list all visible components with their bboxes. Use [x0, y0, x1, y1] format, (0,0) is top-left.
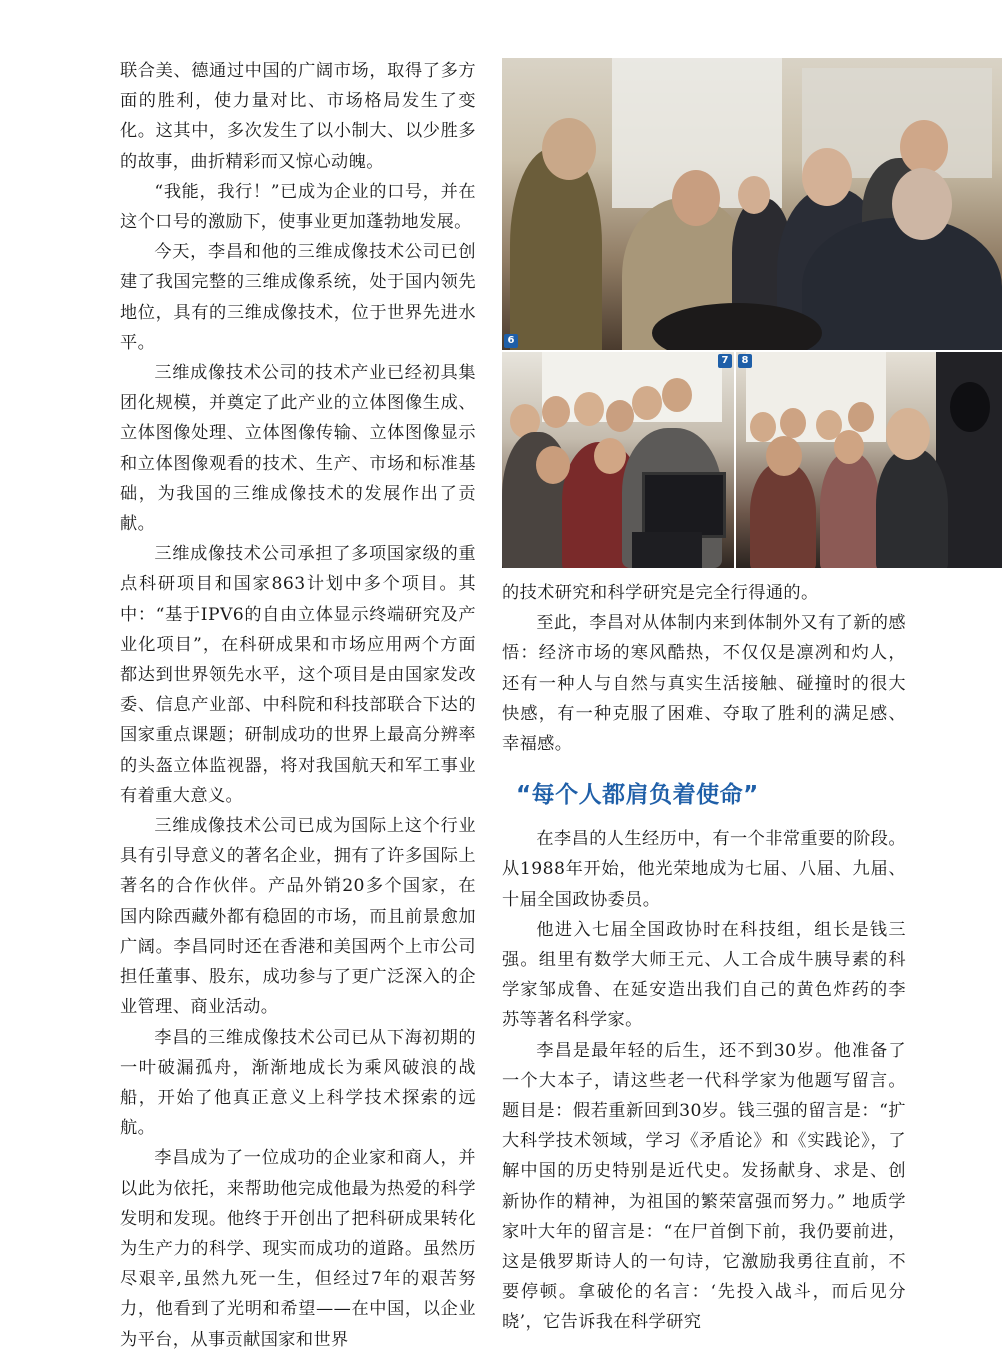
paragraph: 他进入七届全国政协时在科技组，组长是钱三强。组里有数学大师王元、人工合成牛胰导素的科学家邹成鲁、在延安造出我们自己的黄色炸药的李苏等著名科学家。 — [502, 919, 906, 1031]
photo-7 — [502, 352, 734, 568]
right-text-column — [502, 578, 906, 1338]
figure-number-badge: 7 — [718, 354, 732, 368]
paragraph: 三维成像技术公司的技术产业已经初具集团化规模，并奠定了此产业的立体图像生成、立体图像处理、立体图像传输、立体图像显示和立体图像观看的技术、生产、市场和标准基础，为我国的三维成像技术的发展作出了贡献。 — [120, 363, 476, 535]
section-heading: “每个人都肩负着使命” — [516, 782, 759, 809]
paragraph: 三维成像技术公司已成为国际上这个行业具有引导意义的著名企业，拥有了许多国际上著名的合作伙伴。产品外销20多个国家，在国内除西藏外都有稳固的市场，而且前景愈加广阔。李昌同时还在香港和美国两个上市公司担任董事、股东，成功参与了更广泛深入的企业管理、商业活动。 — [120, 816, 476, 1018]
left-text-column — [120, 56, 476, 1355]
photo-6 — [502, 58, 1002, 350]
paragraph: 李昌成为了一位成功的企业家和商人，并以此为依托，来帮助他完成他最为热爱的科学发明和发现。他终于开创出了把科研成果转化为生产力的科学、现实而成功的道路。虽然历尽艰辛,虽然九死一生，但经过7年的艰苦努力，他看到了光明和希望——在中国，以企业为平台，从事贡献国家和世界 — [120, 1148, 476, 1350]
paragraph: “我能，我行！”已成为企业的口号，并在这个口号的激励下，使事业更加蓬勃地发展。 — [120, 181, 476, 233]
paragraph: 李昌的三维成像技术公司已从下海初期的一叶破漏孤舟，渐渐地成长为乘风破浪的战船，开始了他真正意义上科学技术探索的远航。 — [120, 1027, 476, 1139]
paragraph: 的技术研究和科学研究是完全行得通的。 — [502, 583, 819, 603]
paragraph: 三维成像技术公司承担了多项国家级的重点科研项目和国家863计划中多个项目。其中：“基于IPV6的自由立体显示终端研究及产业化项目”，在科研成果和市场应用两个方面都达到世界领先水平，这个项目是由国家发改委、信息产业部、中科院和科技部联合下达的国家重点课题；研制成功的世界上最高分辨率的头盔立体监视器，将对我国航天和军工事业有着重大意义。 — [120, 544, 476, 806]
paragraph: 今天，李昌和他的三维成像技术公司已创建了我国完整的三维成像系统，处于国内领先地位，具有的三维成像技术，位于世界先进水平。 — [120, 242, 476, 353]
photo-8 — [736, 352, 1002, 568]
figure-number-badge: 8 — [738, 354, 752, 368]
paragraph: 在李昌的人生经历中，有一个非常重要的阶段。从1988年开始，他光荣地成为七届、八届、九届、十届全国政协委员。 — [502, 829, 906, 910]
figure-number-badge: 6 — [504, 334, 518, 348]
paragraph: 李昌是最年轻的后生，还不到30岁。他准备了一个大本子，请这些老一代科学家为他题写留言。题目是：假若重新回到30岁。钱三强的留言是：“扩大科学技术领域，学习《矛盾论》和《实践论》，了解中国的历史特别是近代史。发扬献身、求是、创新协作的精神，为祖国的繁荣富强而努力。” 地质学家叶大年的留言是：“在尸首倒下前，我仍要前进，这是俄罗斯诗人的一句诗，它激励我勇往直前，不要停顿。拿破伦的名言：‘先投入战斗，而后见分晓’，它告诉我在科学研究 — [502, 1040, 906, 1333]
paragraph: 联合美、德通过中国的广阔市场，取得了多方面的胜利，使力量对比、市场格局发生了变化。这其中，多次发生了以小制大、以少胜多的故事，曲折精彩而又惊心动魄。 — [120, 61, 476, 172]
paragraph: 至此，李昌对从体制内来到体制外又有了新的感悟：经济市场的寒风酷热，不仅仅是凛冽和灼人，还有一种人与自然与真实生活接触、碰撞时的很大快感，有一种克服了困难、夺取了胜利的满足感、幸福感。 — [502, 613, 906, 755]
